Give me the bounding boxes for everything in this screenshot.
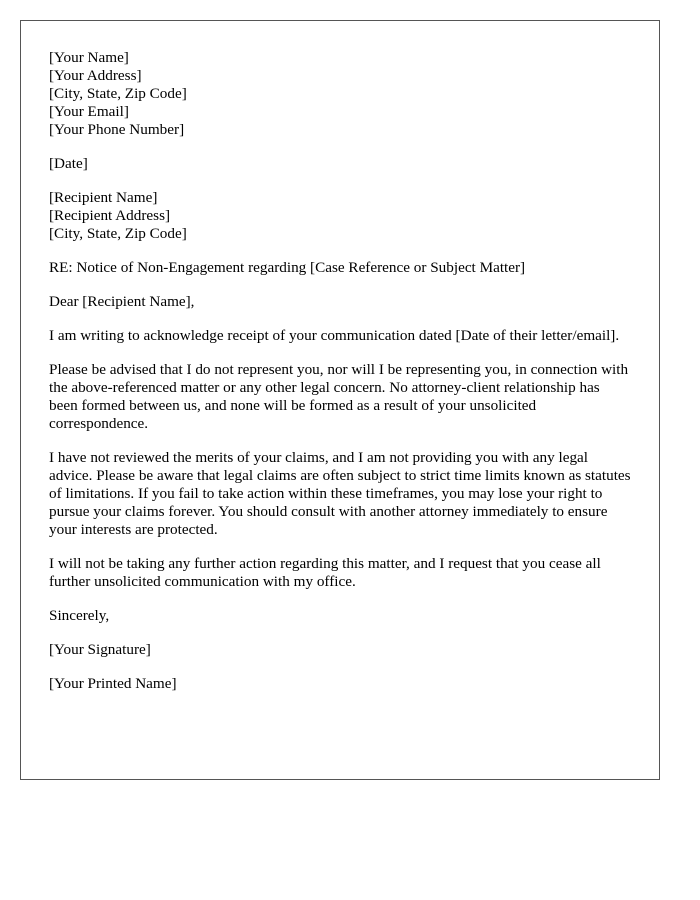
body-paragraph-3: I have not reviewed the merits of your claims, and I am not providing you with any legal advice. Please be aware that legal claims are often subject to strict time limits known as statutes of limitations. If you fail to take action within these timeframes, you may lose your right to pursue your claims forever. You should consult with another attorney immediately to ensure your interests are protected.	[49, 449, 631, 538]
body-paragraph-4: I will not be taking any further action regarding this matter, and I request that you cease all further unsolicited communication with my office.	[49, 555, 601, 590]
sender-email: [Your Email]	[49, 103, 129, 120]
subject-line: RE: Notice of Non-Engagement regarding [Case Reference or Subject Matter]	[49, 259, 526, 276]
letter-date: [Date]	[49, 155, 88, 172]
sender-city-state-zip: [City, State, Zip Code]	[49, 85, 187, 102]
recipient-city-state-zip: [City, State, Zip Code]	[49, 225, 187, 242]
sender-phone: [Your Phone Number]	[49, 121, 185, 138]
date-block	[49, 155, 631, 173]
signature: [Your Signature]	[49, 641, 151, 658]
recipient-block	[49, 189, 631, 243]
letter-page	[20, 20, 660, 780]
sender-address: [Your Address]	[49, 67, 142, 84]
sender-name: [Your Name]	[49, 49, 129, 66]
printed-name: [Your Printed Name]	[49, 675, 177, 692]
body-paragraph-1: I am writing to acknowledge receipt of your communication dated [Date of their letter/email].	[49, 327, 620, 344]
recipient-name: [Recipient Name]	[49, 189, 158, 206]
body-paragraph-2: Please be advised that I do not represent you, nor will I be representing you, in connection with the above-referenced matter or any other legal concern. No attorney-client relationship has been formed between us, and none will be formed as a result of your unsolicited correspondence.	[49, 361, 629, 432]
salutation: Dear [Recipient Name],	[49, 293, 195, 310]
sender-block	[49, 49, 631, 139]
closing: Sincerely,	[49, 607, 110, 624]
recipient-address: [Recipient Address]	[49, 207, 171, 224]
